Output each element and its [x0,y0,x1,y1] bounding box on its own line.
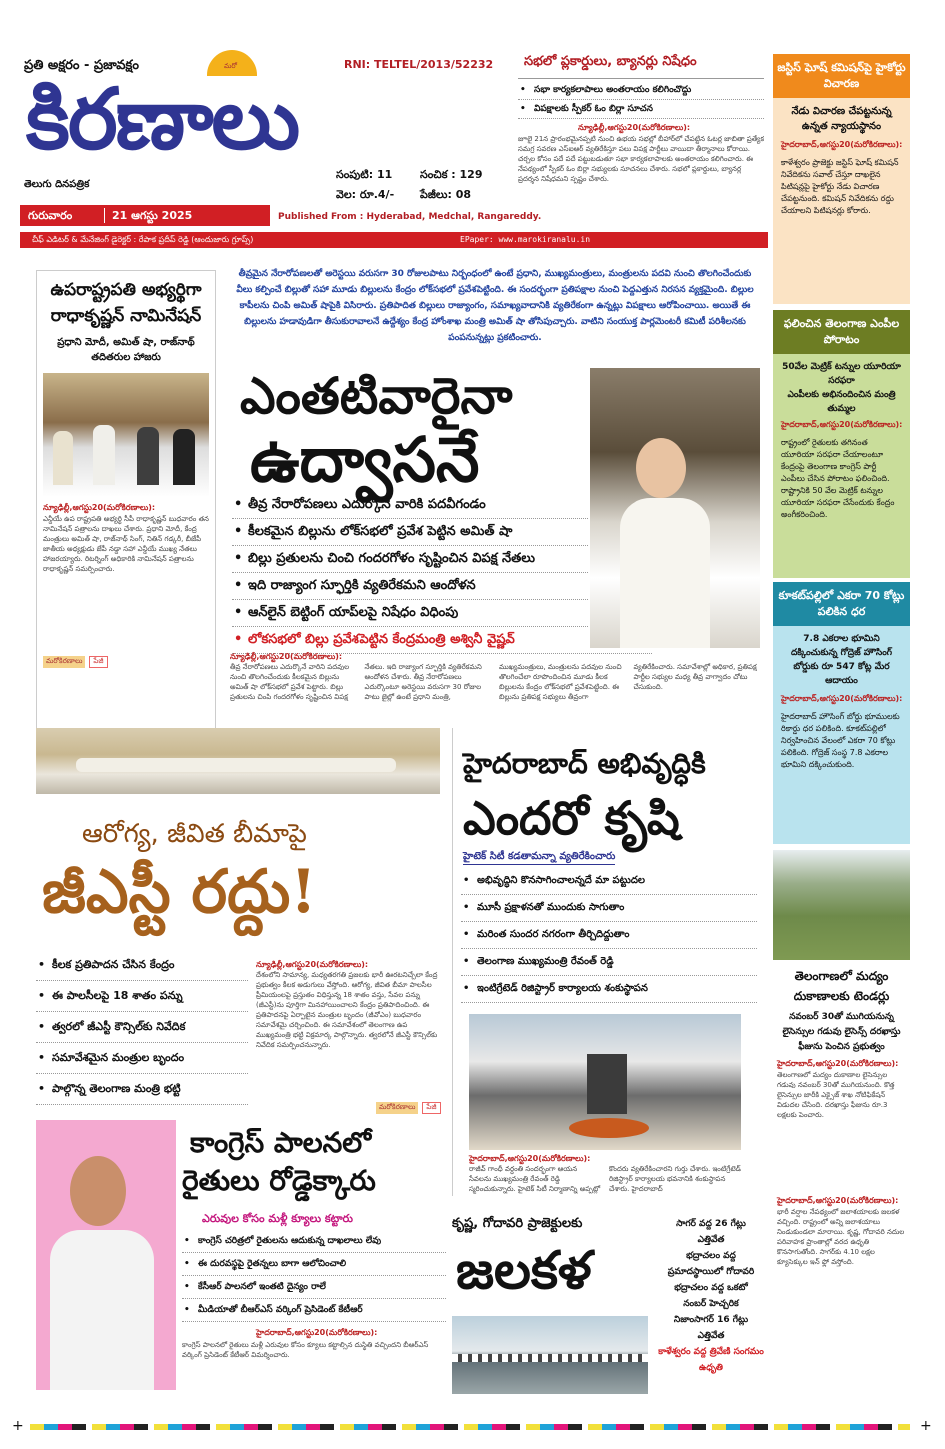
sidebar-mps [773,310,910,578]
top-story-body: జూలై 21న ప్రారంభమైనప్పటి నుంచి ఉభయ సభల్లో బీహార్‌లో చేపట్టిన ఓటర్ల జాబితా ప్రత్యేక సమగ్ర సవరణ ఎస్ఐఆర్ వ్యతిరేకిస్తూ పలు విపక్ష పార్టీలు వాయిదా తీర్మానాలు కోరాయి. చర్చల కోసం పదే పదే పట్టుబడుతూ సభా కార్యకలాపాలకు అంతరాయం కలిగించారు. ఈ నేపథ్యంలో స్పీకర్ ఓం బిర్లా సభ్యులకు సూచనలు చేశారు. సభలో ప్లకార్డులు, బ్యానర్ల ప్రదర్శన నిషేధమని స్పష్టం చేశారు. [518,135,764,183]
water-line: భద్రాచలం వద్ద [686,1251,736,1261]
reservoirs-dateline: హైదరాబాద్,ఆగస్టు20(మరోకిరణాలు): [777,1196,899,1205]
hyd-bullet: • ఇంటిగ్రేటెడ్ రిజిస్ట్రార్ కార్యాలయ శంకుస్థాపన [461,976,757,1003]
gst-bullets [36,950,248,1105]
ktr-dateline: హైదరాబాద్,ఆగస్టు20(మరోకిరణాలు): [256,1328,378,1337]
ghosh-sub: నేడు విచారణ చేపట్టనున్న ఉన్నత న్యాయస్థానం [791,106,892,132]
kukatpally-sub: 7.8 ఎకరాల భూమిని దక్కించుకున్న గోద్రెజ్ హౌసింగ్ బోర్డుకు రూ 547 కోట్ల మేర ఆదాయం [790,634,893,686]
paper-logo: మరోకిరణాలు [376,1102,418,1114]
main-headline-2: ఉద్వాసనే [250,423,480,496]
vp-dateline: న్యూఢిల్లీ,ఆగస్టు20(మరోకిరణాలు): [43,503,156,512]
page-chip: పేజీ [422,1102,440,1114]
gst-story [36,800,446,1111]
gst-bullet: • త్వరలో జీఎస్టీ కౌన్సిల్‌కు నివేదిక [36,1012,248,1043]
water-line: భద్రాచలం వద్ద ఒకటో [674,1283,748,1293]
main-bullet: • తీవ్ర నేరారోపణలు ఎదుర్కొనే వారికి పదవీగండం [232,492,588,519]
paper-logo: మరోకిరణాలు [43,656,85,668]
vp-body: ఎన్డీయే ఉప రాష్ట్రపతి అభ్యర్థి సీపీ రాధాకృష్ణన్ బుధవారం తన నామినేషన్ పత్రాలను దాఖలు చేశారు. ప్రధాని మోదీ, కేంద్ర మంత్రులు అమిత్ షా, రాజ్‌నాథ్ సింగ్, నితిన్ గడ్కరీ, బీజేపీ జాతీయ అధ్యక్షుడు జేపీ నడ్డా సహా ఎన్డీయే ముఖ్య నేతలు హాజరయ్యారు. రిటర్నింగ్ అధికారికి నామినేషన్ పత్రాలను రాధాకృష్ణన్ సమర్పించారు. [43,515,209,573]
sidebar-reservoirs [773,1192,910,1392]
vp-title: ఉపరాష్ట్రపతి అభ్యర్థిగా రాధాకృష్ణన్ నామినేషన్ [50,280,202,326]
gst-kicker: ఆరోగ్య, జీవిత బీమాపై [82,819,307,849]
gst-body: దేశంలోని సామాన్య, మధ్యతరగతి ప్రజలకు భారీ ఊరటనిచ్చేలా కేంద్ర ప్రభుత్వం కీలక అడుగులు వేస్తోంది. ఆరోగ్య, జీవిత బీమా పాలసీల ప్రీమియంలపై ప్రస్తుతం విధిస్తున్న 18 శాతం వస్తు, సేవల పన్ను (జీఎస్టీ)ను పూర్తిగా మినహాయించాలని కేంద్రం ప్రతిపాదించింది. ఈ ప్రతిపాదనపై ఏర్పాటైన మంత్రుల బృందం (జీవోఎం) బుధవారం సమావేశమై చర్చించింది. ఈ సమావేశంలో తెలంగాణ ఉప ముఖ్యమంత్రి భట్టి విక్రమార్క పాల్గొన్నారు. త్వరలోనే జీఎస్టీ కౌన్సిల్‌కు నివేదిక సమర్పించనున్నారు. [256,971,438,1049]
water-line: సాగర్ వద్ద 26 గేట్లు [676,1219,746,1229]
water-lines [652,1216,770,1376]
crop-mark-icon: + [12,1418,24,1434]
liquor-sub: నవంబర్ 30తో ముగియనున్న లైసెన్సుల గడువు లైసెన్స్ దరఖాస్తు ఫీజును పెంచిన ప్రభుత్వం [782,1012,901,1052]
water-story [452,1216,770,1394]
meeting-photo [36,728,440,794]
date-bar [20,205,270,226]
main-bullet: • బిల్లు ప్రతులను చించి గందరగోళం సృష్టించిన విపక్ష నేతలు [232,546,588,573]
top-story-bullet: • సభా కార్యకలాపాలు అంతరాయం కలిగించొద్దు [518,81,764,100]
rni-number: RNI: TELTEL/2013/52232 [344,58,494,71]
hyd-photo [469,1014,741,1150]
ktr-photo [36,1120,176,1390]
volume: సంపుటి: 11 [336,168,393,181]
liquor-dateline: హైదరాబాద్,ఆగస్టు20(మరోకిరణాలు): [777,1059,899,1068]
gst-dateline: న్యూఢిల్లీ,ఆగస్టు20(మరోకిరణాలు): [256,960,369,969]
top-story [518,54,764,230]
ktr-bullet: • ఈ దురవస్థపై రైతన్నలు బాగా ఆలోచించాలి [182,1253,446,1276]
vp-subtitle: ప్రధాని మోదీ, అమిత్ షా, రాజ్‌నాథ్ తదితరుల హాజరు [57,337,195,363]
hyd-headline-2: ఎందరో కృషి [463,791,680,845]
ktr-headline-2: రైతులు రోడ్డెక్కారు [182,1164,376,1197]
mps-dateline: హైదరాబాద్,ఆగస్టు20(మరోకిరణాలు): [781,420,903,429]
mps-body: రాష్ట్రంలో రైతులకు తగినంత యూరియా సరఫరా చేయాలంటూ కేంద్రంపై తెలంగాణ కాంగ్రెస్ పార్టీ ఎంపీలు చేసిన పోరాటం ఫలించింది. రాష్ట్రానికి 50 వేల మెట్రిక్ టన్నుల యూరియా సరఫరా చేసేందుకు కేంద్రం అంగీకరించింది. [781,438,895,519]
editor: చీఫ్ ఎడిటర్ & మేనేజింగ్ డైరెక్టర్ : రేపాక ప్రదీప్ రెడ్డి (ఆందుజారు గ్రూప్స్) [32,235,254,244]
water-kicker: కృష్ణ, గోదావరి ప్రాజెక్టులకు [452,1216,583,1231]
tagline: ప్రతి అక్షరం - ప్రజావక్షం [24,58,139,73]
ghosh-body: కాళేశ్వరం ప్రాజెక్టు జస్టిస్ ఘోష్ కమిషన్ నివేదికను సవాల్ చేస్తూ దాఖలైన పిటిషన్లపై హైకోర్టు నేడు విచారణ చేపట్టనుంది. కమిషన్ నివేదికను రద్దు చేయాలని పిటిషనర్లు కోరారు. [781,158,899,215]
hyd-body: రాజీవ్ గాంధీ వర్ధంతి సందర్భంగా ఆయన సేవలను ముఖ్యమంత్రి రేవంత్ రెడ్డి స్మరించుకున్నారు. హైటెక్ సిటీ నిర్మాణాన్ని అప్పట్లో కొందరు వ్యతిరేకించారని గుర్తు చేశారు. ఇంటిగ్రేటెడ్ రిజిస్ట్రార్ కార్యాలయ భవనానికి శంకుస్థాపన చేశారు. హైదరాబాద్ [469,1165,741,1193]
lead-summary: తీవ్రమైన నేరారోపణలతో అరెస్టయి వరుసగా 30 రోజులపాటు నిర్బంధంలో ఉంటే ప్రధాని, ముఖ్యమంత్రులు, మంత్రులను పదవి నుంచి తొలగించేందుకు వీలు కల్పించే బిల్లుతో సహా మూడు బిల్లులను కేంద్రం లోక్‌సభలో ప్రవేశపెట్టింది. ఈ సందర్భంగా ప్రతిపక్షాల నుంచి పెద్దఎత్తున నిరసన వ్యక్తమైంది. బిల్లుల కాపీలను చింపి అమిత్ షాపైకి విసిరారు. ప్రతిపాదిత బిల్లులు రాజ్యాంగం, సమాఖ్యవాదానికి వ్యతిరేకంగా ఉన్నట్లు విపక్షాలు ఆరోపించాయి. అయితే ఈ బిల్లులను హడావుడిగా తీసుకురావాలనే ఉద్దేశ్యం కేంద్ర హోంశాఖ మంత్రి అమిత్ షా తోసిపుచ్చారు. వాటిని సంయుక్త పార్లమెంటరీ కమిటీ పరిశీలనకు పంపనున్నట్లు ప్రకటించారు. [236,269,754,343]
water-highlight: కాళేశ్వరం వద్ద త్రివేణి సంగమం ఉధృతి [658,1347,764,1373]
vp-photo [43,373,209,497]
day: గురువారం [28,209,73,222]
ktr-bullet: • కాంగ్రెస్ చరిత్రలో రైతులను ఆదుకున్న దాఖలాలు లేవు [182,1230,446,1253]
ktr-bullet: • కేసీఆర్ పాలనలో ఇంతటి దైన్యం రాలే [182,1276,446,1299]
editor-bar [20,232,768,248]
hyd-subtitle: హైటెక్ సిటీ కడతామన్నా వ్యతిరేకించారు [463,850,615,865]
sidebar-kukatpally [773,582,910,844]
ktr-subtitle: ఎరువుల కోసం మళ్లీ క్యూలు కట్టారు [202,1212,353,1225]
ktr-bullets [182,1230,446,1322]
logo-wordmark: కిరణాలు [26,70,299,168]
ktr-headline-1: కాంగ్రెస్ పాలనలో [190,1126,372,1159]
gst-bullet: • పాల్గొన్న తెలంగాణ మంత్రి భట్టి [36,1074,248,1105]
hyd-bullet: • అభివృద్ధిని కొనసాగించాలన్నదే మా పట్టుదల [461,868,757,895]
hyd-headline-1: హైదరాబాద్ అభివృద్ధికి [463,747,706,780]
mps-head: ఫలించిన తెలంగాణ ఎంపీల పోరాటం [773,310,910,354]
water-line: ప్రమాదస్థాయిలో గోదావరి [667,1267,755,1277]
water-line: నిజాంసాగర్ 16 గేట్లు [673,1315,749,1325]
ghosh-dateline: హైదరాబాద్,ఆగస్టు20(మరోకిరణాలు): [781,140,903,149]
registration-bar [30,1424,910,1430]
kukatpally-body: హైదరాబాద్ హౌసింగ్ బోర్డు భూములకు రికార్డు ధర పలికింది. కూకట్‌పల్లిలో నిర్వహించిన వేలంలో ఎకరా 70 కోట్లు పలికింది. గోద్రెజ్ సంస్థ 7.8 ఎకరాల భూమిని దక్కించుకుంది. [781,712,900,769]
page-chip: పేజీ [89,656,107,668]
water-line: ఎత్తివేత [697,1331,725,1341]
gst-headline: జీఎస్టీ రద్దు! [42,857,317,927]
field-photo [773,850,910,960]
main-story [230,364,760,714]
water-line: నంబర్ హెచ్చరిక [683,1299,739,1309]
top-story-dateline: న్యూఢిల్లీ,ఆగస్టు20(మరోకిరణాలు): [578,123,691,132]
main-bullet: • కీలకమైన బిల్లును లోక్‌సభలో ప్రవేశ పెట్టిన అమిత్ షా [232,519,588,546]
kukatpally-head: కూకట్‌పల్లిలో ఎకరా 70 కోట్లు పలికిన ధర [773,582,910,626]
hyd-dateline: హైదరాబాద్,ఆగస్టు20(మరోకిరణాలు): [469,1154,591,1163]
sun-text: మరో [224,62,238,70]
published-from: Published From : Hyderabad, Medchal, Rangareddy. [278,212,542,222]
gst-bullet: • కీలక ప్రతిపాదన చేసిన కేంద్రం [36,950,248,981]
gst-bullet: • సమావేశమైన మంత్రుల బృందం [36,1043,248,1074]
hyd-bullet: • తెలంగాణ ముఖ్యమంత్రి రేవంత్ రెడ్డి [461,949,757,976]
mps-sub: 50వేల మెట్రిక్ టన్నుల యూరియా సరఫరా [782,362,901,386]
top-story-title: సభలో ప్లకార్డులు, బ్యానర్లు నిషేధం [518,54,764,79]
gst-bullet: • ఈ పాలసీలపై 18 శాతం పన్ను [36,981,248,1012]
water-headline: జలకళ [456,1241,592,1301]
ktr-body: కాంగ్రెస్ పాలనలో రైతులు మళ్లీ ఎరువుల కోసం క్యూలు కట్టాల్సిన దుస్థితి వచ్చిందని బీఆర్ఎస్ వర్కింగ్ ప్రెసిడెంట్ కేటీఆర్ విమర్శించారు. [182,1341,429,1359]
mps-sub2: ఎంపీలకు అభినందించిన మంత్రి తుమ్మల [787,390,896,414]
sidebar-ghosh [773,54,910,304]
date: 21 ఆగస్టు 2025 [112,209,193,222]
hyd-bullet: • మరింత సుందర నగరంగా తీర్చిదిద్దుతాం [461,922,757,949]
sidebar-liquor [773,966,910,1186]
ghosh-head: జస్టిస్ ఘోష్ కమిషన్‌పై హైకోర్టు విచారణ [773,54,910,98]
top-story-bullet: • విపక్షాలకు స్పీకర్ ఓం బిర్లా సూచన [518,100,764,119]
amit-shah-photo [590,368,760,648]
main-bullet-highlight: • లోకసభలో బిల్లు ప్రవేశపెట్టిన కేంద్రమంత్రి అశ్వినీ వైష్ణవ్ [232,627,652,654]
water-line: ఎత్తివేత [697,1235,725,1245]
hyd-story [452,728,760,1196]
reservoirs-body: భారీ వర్షాల నేపథ్యంలో జలాశయాలకు జలకళ వచ్చింది. రాష్ట్రంలో అన్ని జలాశయాలు నిండుకుండలా మారాయి. కృష్ణ, గోదావరి నదుల పరివాహక ప్రాంతాల్లో వరద ఉధృతి కొనసాగుతోంది. సాగర్‌కు 4.10 లక్షల క్యూసెక్కుల ఇన్ ఫ్లో వస్తోంది. [777,1208,905,1266]
main-body: తీవ్ర నేరారోపణలు ఎదుర్కొనే వారిని పదవుల నుంచి తొలగించేందుకు కీలకమైన బిల్లును అమిత్ షా లోక్‌సభలో ప్రవేశ పెట్టారు. బిల్లు ప్రతులను చింపి గందరగోళం సృష్టించిన విపక్ష నేతలు. ఇది రాజ్యాంగ స్ఫూర్తికి వ్యతిరేకమని ఆందోళన చేశారు. తీవ్ర నేరారోపణలు ఎదుర్కొంటూ అరెస్టయి వరుసగా 30 రోజుల పాటు జైల్లో ఉంటే ప్రధాని మంత్రి, ముఖ్యమంత్రులు, మంత్రులను పదవుల నుంచి తొలగించేలా రూపొందించిన మూడు కీలక బిల్లులను కేంద్రం లోక్‌సభలో ప్రవేశపెట్టింది. ఈ బిల్లును ప్రతిపక్ష సభ్యులు తీవ్రంగా వ్యతిరేకించారు. సమావేశాల్లో అధికార, ప్రతిపక్ష పార్టీల సభ్యుల మధ్య తీవ్ర వాగ్వాదం చోటు చేసుకుంది. [230,663,757,701]
hyd-bullet: • మూసీ ప్రక్షాళనతో ముందుకు సాగుతాం [461,895,757,922]
dam-photo [452,1316,648,1394]
ktr-bullet: • మీడియాతో బీఆర్ఎస్ వర్కింగ్ ప్రెసిడెంట్ కేటీఆర్ [182,1299,446,1322]
crop-mark-icon: + [920,1418,932,1434]
paper-subtitle: తెలుగు దినపత్రిక [24,179,90,190]
main-bullet: • ఆన్‌లైన్ బెట్టింగ్ యాప్‌లపై నిషేధం విధింపు [232,600,588,627]
main-headline-1: ఎంతటివారైనా [240,367,513,425]
hyd-bullets [461,868,757,1003]
epaper-link[interactable]: EPaper: www.marokiranalu.in [460,235,591,244]
main-bullet: • ఇది రాజ్యాంగ స్ఫూర్తికి వ్యతిరేకమని ఆందోళన [232,573,588,600]
issue: సంచిక : 129 [420,168,483,181]
main-dateline: న్యూఢిల్లీ,ఆగస్టు20(మరోకిరణాలు): [230,652,343,661]
kukatpally-dateline: హైదరాబాద్,ఆగస్టు20(మరోకిరణాలు): [781,694,903,703]
liquor-head: తెలంగాణలో మద్యం దుకాణాలకు టెండర్లు [793,969,890,1003]
vp-story [36,270,216,730]
masthead [20,50,542,240]
main-bullets [232,492,588,654]
pages: పేజీలు: 08 [420,188,472,201]
price: వెల: రూ.4/- [336,188,395,201]
ktr-story [36,1120,446,1392]
liquor-body: తెలంగాణలో మద్యం దుకాణాల లైసెన్సుల గడువు నవంబర్ 30తో ముగియనుంది. కొత్త లైసెన్సుల జారీకి ఎక్సైజ్ శాఖ నోటిఫికేషన్ విడుదల చేసింది. దరఖాస్తు ఫీజును రూ.3 లక్షలకు పెంచారు. [777,1071,895,1119]
